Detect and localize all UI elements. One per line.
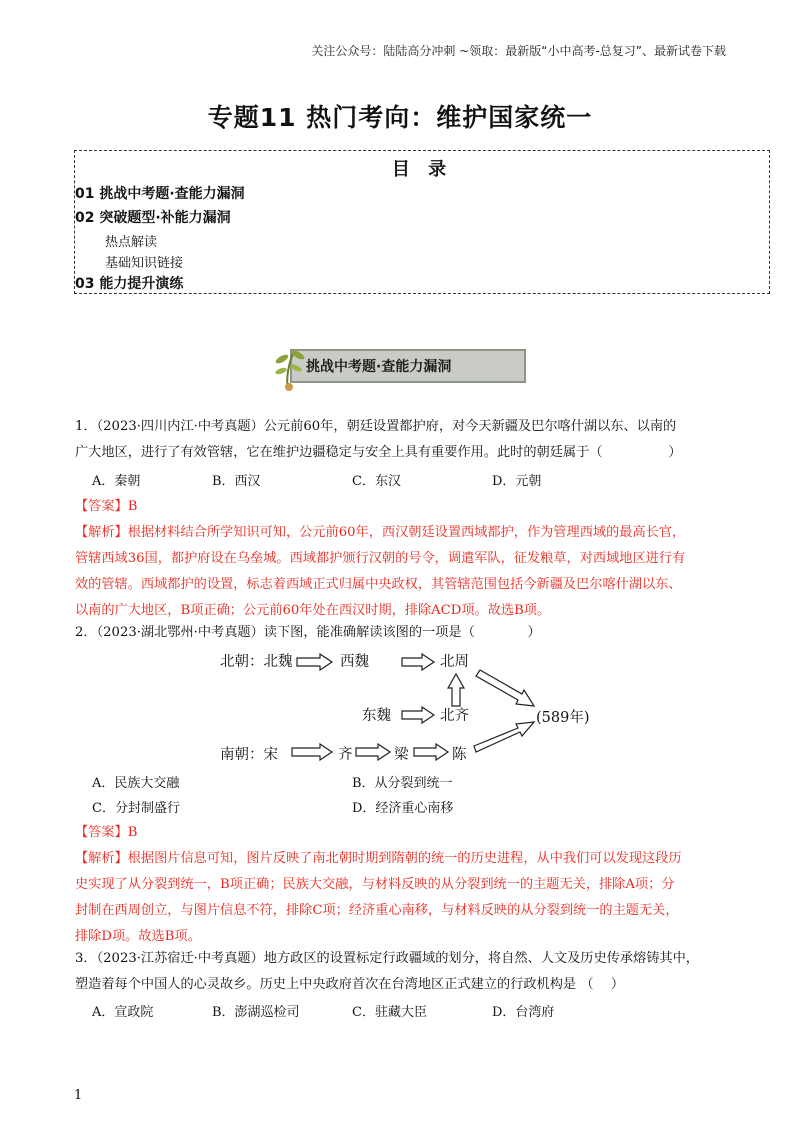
q1-answer: 【答案】B — [75, 499, 138, 514]
q2-analysis-line: 排除D项。故选B项。 — [75, 929, 201, 944]
question-2: 2．（2023·湖北鄂州·中考真题）读下图，能准确解读该图的一项是（ ） — [75, 625, 541, 640]
q1-option-b[interactable]: B．西汉 — [212, 474, 261, 489]
arrow-beiqi-to-beizhou — [448, 674, 464, 706]
arrow-song-to-qi — [292, 744, 332, 760]
toc-heading: 目 录 — [391, 159, 453, 180]
q1-option-c[interactable]: C．东汉 — [352, 474, 401, 489]
q2-option-a[interactable]: A．民族大交融 — [92, 776, 180, 791]
dynasty-diagram — [200, 648, 620, 768]
arrow-liang-to-chen — [414, 744, 448, 760]
q2-analysis-line: 封制在西周创立，与图片信息不符，排除C项；经济重心南移，与材料反映的从分裂到统一的主题无关， — [75, 903, 679, 918]
label-qi: 齐 — [338, 747, 353, 763]
toc-item-02[interactable]: 02 突破题型·补能力漏洞 — [75, 210, 231, 226]
arrow-beizhou-to-589 — [476, 670, 534, 706]
arrow-chen-to-589 — [474, 722, 534, 752]
header-note: 关注公众号：陆陆高分冲刺 ~领取：最新版“小中高考-总复习”、最新试卷下载 — [311, 44, 726, 58]
question-1 — [75, 414, 735, 466]
page-title: 专题11 热门考向：维护国家统一 — [207, 103, 593, 132]
arrow-xiwei-to-beizhou — [402, 654, 434, 670]
q1-analysis-line: 效的管辖。西域都护的设置，标志着西域正式归属中央政权，其管辖范围包括今新疆及巴尔喀什湖以东、 — [75, 577, 682, 592]
q1-analysis-line: 管辖西域36国，都护府设在乌垒城。西域都护颁行汉朝的号令，调遣军队，征发粮草，对西域地区进行有 — [75, 551, 686, 566]
q1-option-a[interactable]: A．秦朝 — [92, 474, 141, 489]
label-south-dynasty: 南朝：宋 — [220, 747, 278, 763]
question-1-line-1: 1．（2023·四川内江·中考真题）公元前60年，朝廷设置都护府，对今天新疆及巴尔喀什湖以东、以南的 — [75, 419, 677, 434]
toc-subitem-hotspot[interactable]: 热点解读 — [105, 235, 158, 250]
q1-option-d[interactable]: D．元朝 — [492, 474, 542, 489]
question-3-line-2: 塑造着每个中国人的心灵故乡。历史上中央政府首次在台湾地区正式建立的行政机构是 （ ） — [75, 977, 625, 992]
question-1-line-2: 广大地区，进行了有效管辖，它在维护边疆稳定与安全上具有重要作用。此时的朝廷属于（ ） — [75, 445, 682, 460]
label-xiwei: 西魏 — [340, 654, 369, 670]
question-3-line-1: 3．（2023·江苏宿迁·中考真题）地方政区的设置标定行政疆域的划分，将自然、人文及历史传承熔铸其中， — [75, 951, 699, 966]
q1-analysis — [75, 520, 735, 624]
arrow-beiwei-to-xiwei — [297, 654, 332, 670]
toc-item-03[interactable]: 03 能力提升演练 — [75, 276, 184, 292]
q2-analysis-line: 史实现了从分裂到统一，B项正确；民族大交融，与材料反映的从分裂到统一的主题无关，排除A项；分 — [75, 877, 675, 892]
arrow-qi-to-liang — [356, 744, 390, 760]
q3-option-d[interactable]: D．台湾府 — [492, 1005, 555, 1020]
label-589: (589年) — [536, 710, 590, 726]
page-number: 1 — [74, 1088, 83, 1103]
arrow-dongwei-to-beiqi — [402, 707, 434, 723]
table-of-contents — [74, 150, 770, 294]
plant-icon — [270, 343, 310, 393]
q3-option-c[interactable]: C．驻藏大臣 — [352, 1005, 427, 1020]
label-beiqi: 北齐 — [440, 708, 469, 724]
banner-text: 挑战中考题·查能力漏洞 — [306, 359, 452, 375]
q1-analysis-line: 【解析】根据材料结合所学知识可知，公元前60年，西汉朝廷设置西域都护，作为管理西域的最高长官， — [75, 525, 686, 540]
q2-option-c[interactable]: C．分封制盛行 — [92, 801, 180, 816]
q2-option-b[interactable]: B．从分裂到统一 — [352, 776, 453, 791]
q2-analysis — [75, 846, 735, 950]
label-beizhou: 北周 — [440, 654, 469, 670]
q2-analysis-line: 【解析】根据图片信息可知，图片反映了南北朝时期到隋朝的统一的历史进程，从中我们可以发现这段历 — [75, 851, 682, 866]
section-banner — [270, 343, 528, 389]
q2-option-d[interactable]: D．经济重心南移 — [352, 801, 454, 816]
toc-subitem-basics[interactable]: 基础知识链接 — [105, 256, 184, 271]
q3-option-a[interactable]: A．宣政院 — [92, 1005, 154, 1020]
q1-analysis-line: 以南的广大地区，B项正确；公元前60年处在西汉时期，排除ACD项。故选B项。 — [75, 603, 551, 618]
toc-item-01[interactable]: 01 挑战中考题·查能力漏洞 — [75, 186, 245, 202]
q2-answer: 【答案】B — [75, 825, 138, 840]
question-3 — [75, 946, 735, 998]
label-liang: 梁 — [394, 747, 409, 763]
label-chen: 陈 — [452, 747, 467, 763]
label-dongwei: 东魏 — [362, 708, 391, 724]
q3-option-b[interactable]: B．澎湖巡检司 — [212, 1005, 300, 1020]
label-north-dynasty: 北朝：北魏 — [220, 654, 293, 670]
